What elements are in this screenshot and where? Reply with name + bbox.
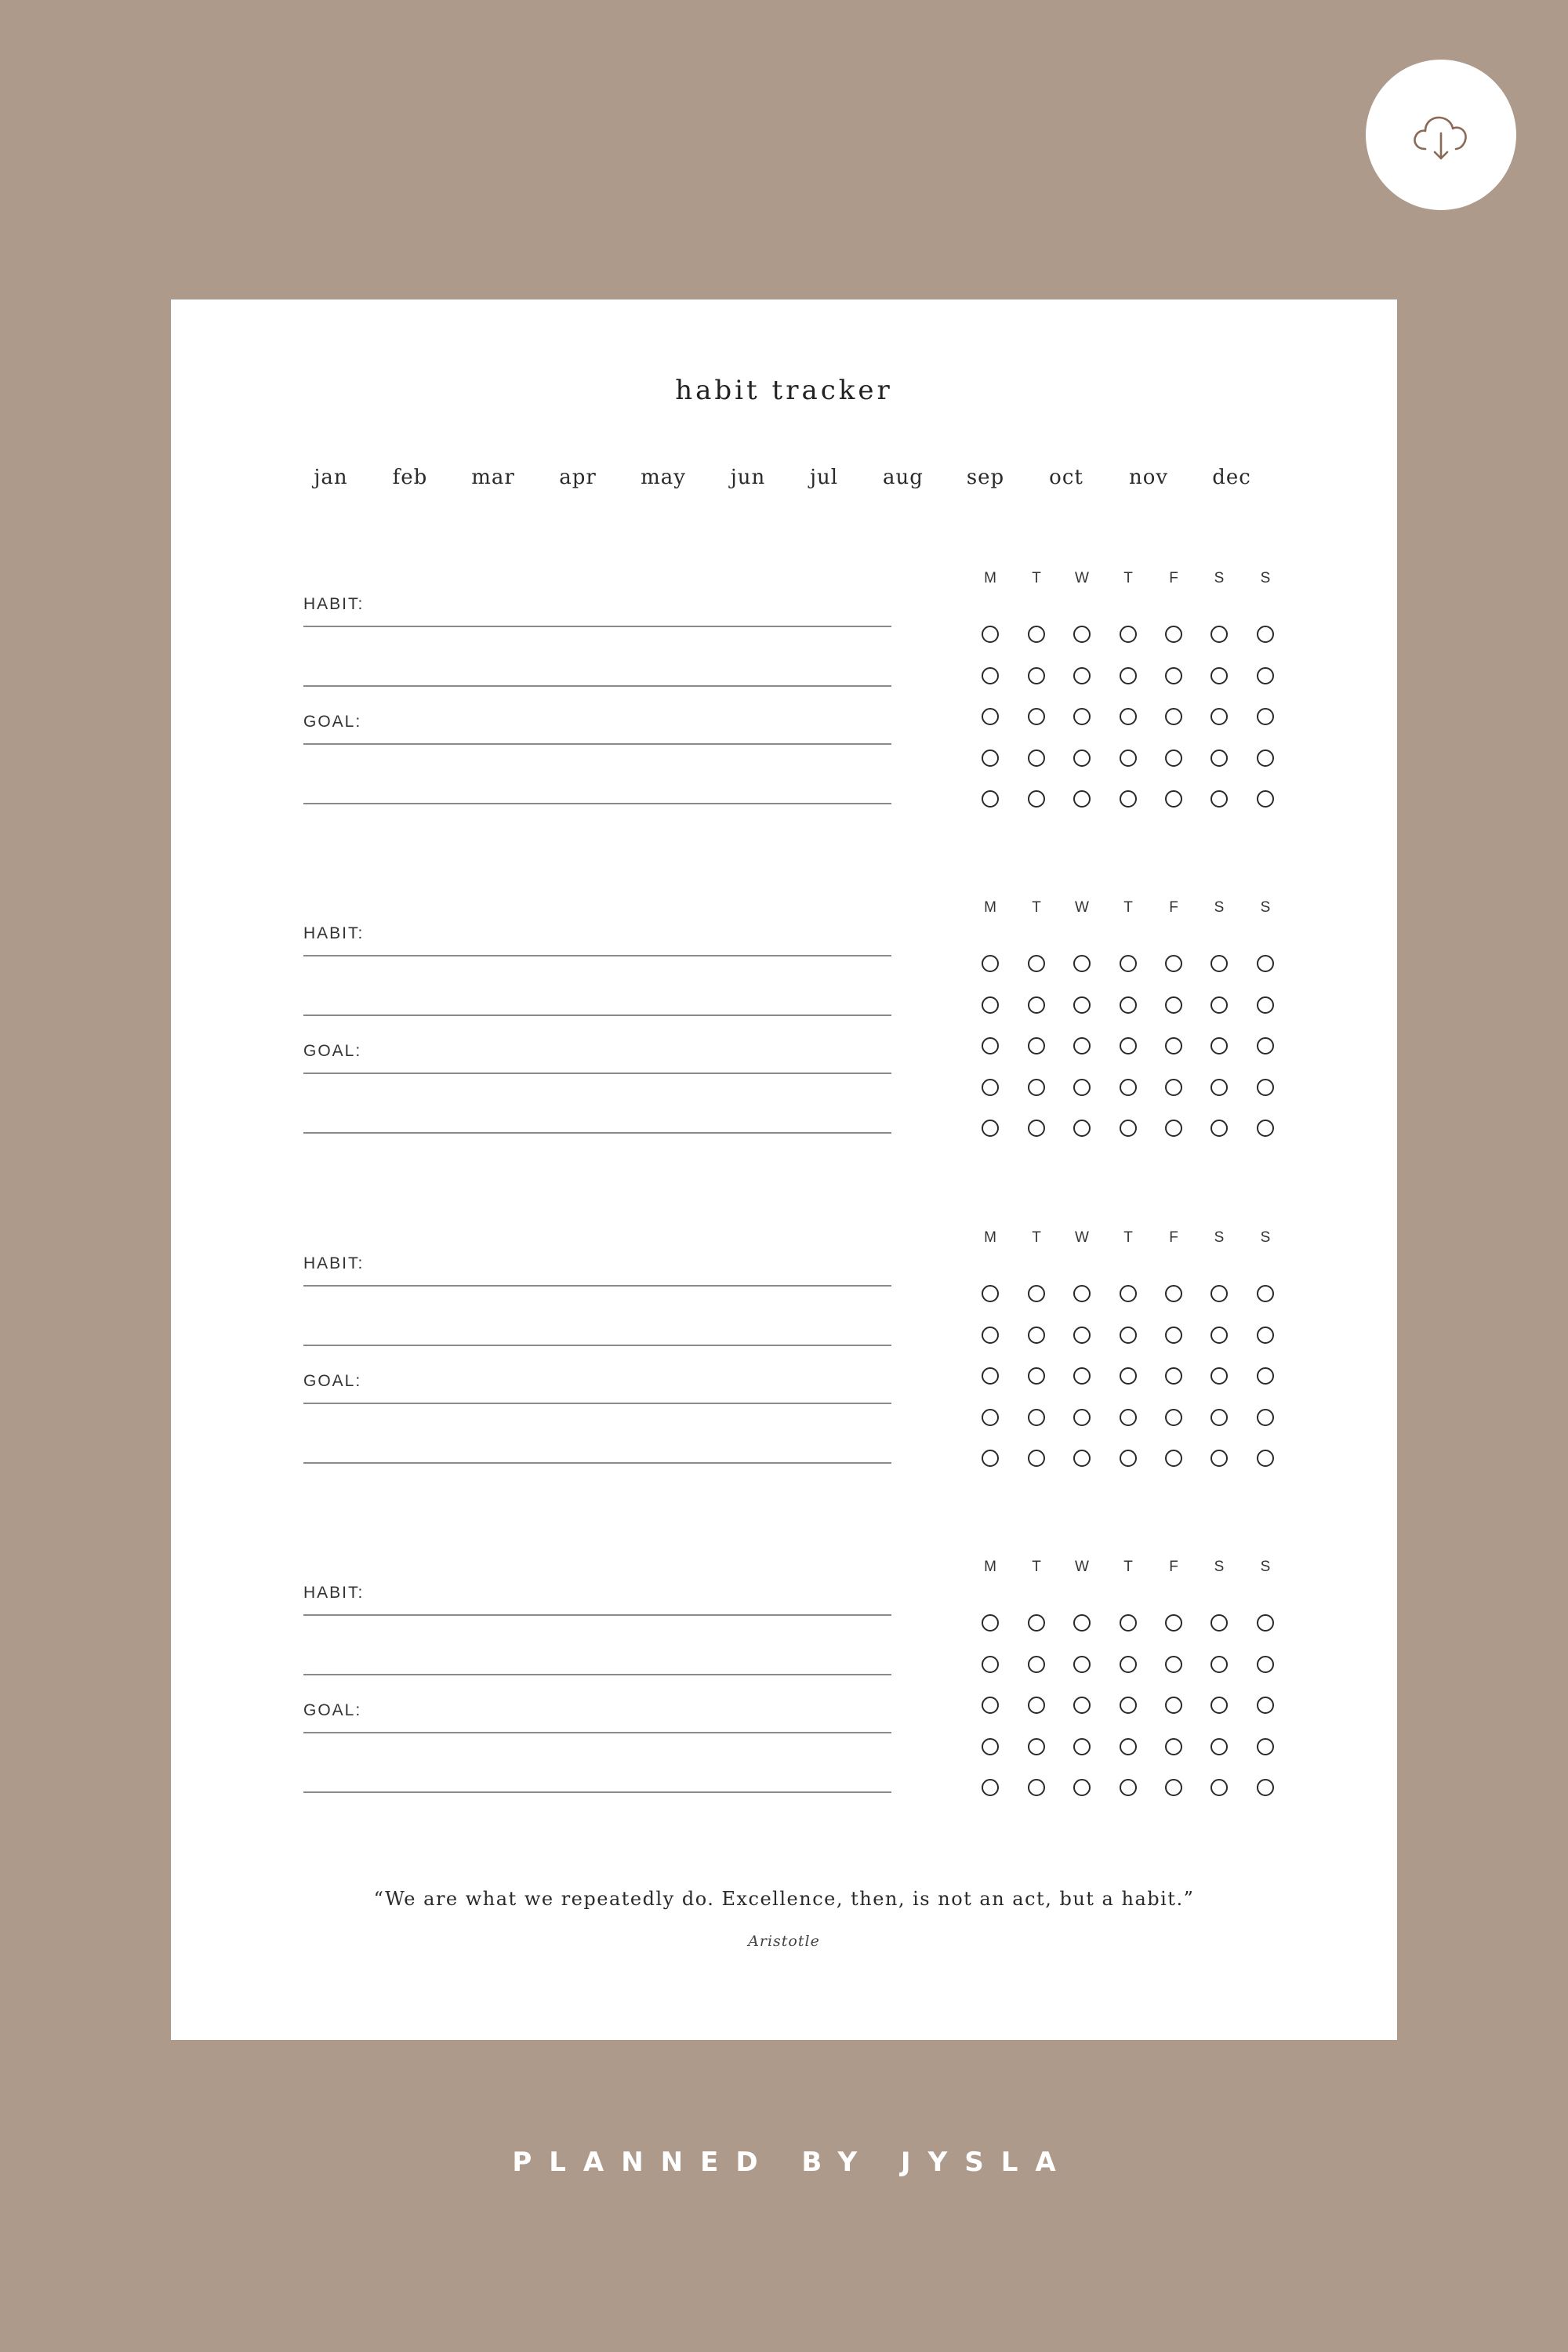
habit-label: HABIT: — [303, 1254, 365, 1272]
habit-checkbox[interactable] — [1257, 1614, 1274, 1632]
habit-checkbox[interactable] — [1028, 1738, 1045, 1755]
habit-line[interactable] — [303, 1614, 891, 1616]
habit-checkbox[interactable] — [1210, 1738, 1228, 1755]
habit-checkbox[interactable] — [982, 1614, 999, 1632]
page-title: habit tracker — [675, 375, 893, 406]
habit-checkbox[interactable] — [1165, 1614, 1182, 1632]
habit-section — [171, 299, 1397, 731]
habit-checkbox[interactable] — [1028, 1614, 1045, 1632]
habit-checkbox[interactable] — [1120, 1614, 1137, 1632]
habit-line-extra[interactable] — [303, 1674, 891, 1675]
habit-section — [171, 1288, 1397, 1719]
goal-line-extra[interactable] — [303, 1791, 891, 1793]
weekday-label: W — [1075, 1559, 1089, 1575]
habit-checkbox[interactable] — [1120, 1656, 1137, 1673]
weekday-label: M — [984, 570, 996, 586]
weekday-label: T — [1123, 1559, 1133, 1575]
goal-label: GOAL: — [303, 1042, 362, 1060]
habit-checkbox[interactable] — [1120, 1738, 1137, 1755]
weekday-label: S — [1214, 1559, 1225, 1575]
month-oct[interactable]: oct — [1049, 466, 1083, 489]
habit-checkbox[interactable] — [1120, 1779, 1137, 1796]
weekday-label: S — [1260, 570, 1271, 586]
month-dec[interactable]: dec — [1212, 466, 1251, 489]
weekday-label: F — [1169, 899, 1178, 916]
habit-label: HABIT: — [303, 1584, 365, 1602]
habit-line[interactable] — [303, 1285, 891, 1287]
habit-checkbox[interactable] — [1028, 1779, 1045, 1796]
month-mar[interactable]: mar — [471, 466, 515, 489]
goal-line[interactable] — [303, 1732, 891, 1733]
weekday-label: S — [1260, 1559, 1271, 1575]
download-button[interactable] — [1366, 60, 1516, 210]
month-nov[interactable]: nov — [1128, 466, 1169, 489]
month-aug[interactable]: aug — [883, 466, 924, 489]
habit-checkbox[interactable] — [1257, 1779, 1274, 1796]
weekday-label: F — [1169, 1229, 1178, 1246]
goal-label: GOAL: — [303, 713, 362, 731]
habit-label: HABIT: — [303, 924, 365, 942]
brand-signature: PLANNED BY JYSLA — [512, 2147, 1073, 2178]
habit-checkbox[interactable] — [1028, 1656, 1045, 1673]
weekday-label: T — [1032, 1229, 1041, 1246]
habit-checkbox[interactable] — [1257, 1656, 1274, 1673]
habit-checkbox[interactable] — [1165, 1779, 1182, 1796]
cloud-download-icon — [1408, 102, 1474, 168]
month-jan[interactable]: jan — [314, 466, 348, 489]
weekday-label: W — [1075, 899, 1089, 916]
weekday-label: F — [1169, 1559, 1178, 1575]
weekday-label: S — [1214, 1229, 1225, 1246]
habit-section — [171, 629, 1397, 1060]
habit-section — [171, 959, 1397, 1390]
weekday-label: T — [1123, 899, 1133, 916]
habit-checkbox[interactable] — [1165, 1738, 1182, 1755]
habit-checkbox[interactable] — [1073, 1697, 1091, 1714]
habit-checkbox[interactable] — [1210, 1656, 1228, 1673]
habit-checkbox[interactable] — [1257, 1697, 1274, 1714]
month-apr[interactable]: apr — [559, 466, 597, 489]
month-may[interactable]: may — [641, 466, 686, 489]
goal-label: GOAL: — [303, 1372, 362, 1390]
weekday-label: S — [1260, 1229, 1271, 1246]
habit-checkbox[interactable] — [982, 1697, 999, 1714]
weekday-label: M — [984, 1229, 996, 1246]
weekday-label: T — [1123, 1229, 1133, 1246]
habit-checkbox[interactable] — [1120, 1697, 1137, 1714]
habit-checkbox[interactable] — [1210, 1614, 1228, 1632]
weekday-label: F — [1169, 570, 1178, 586]
habit-checkbox[interactable] — [1165, 1656, 1182, 1673]
habit-checkbox[interactable] — [1073, 1779, 1091, 1796]
habit-checkbox[interactable] — [1028, 1697, 1045, 1714]
habit-checkbox[interactable] — [1073, 1614, 1091, 1632]
habit-checkbox[interactable] — [1257, 1738, 1274, 1755]
habit-checkbox[interactable] — [1165, 1697, 1182, 1714]
habit-checkbox[interactable] — [982, 1656, 999, 1673]
habit-checkbox[interactable] — [1073, 1656, 1091, 1673]
habit-tracker-sheet — [171, 299, 1397, 2040]
habit-line[interactable] — [303, 955, 891, 956]
weekday-label: M — [984, 1559, 996, 1575]
month-jun[interactable]: jun — [730, 466, 766, 489]
habit-checkbox[interactable] — [1210, 1697, 1228, 1714]
habit-label: HABIT: — [303, 595, 365, 613]
weekday-label: S — [1260, 899, 1271, 916]
weekday-label: T — [1032, 570, 1041, 586]
habit-checkbox[interactable] — [982, 1779, 999, 1796]
quote-text: “We are what we repeatedly do. Excellence, then, is not an act, but a habit.” — [373, 1888, 1195, 1910]
habit-checkbox[interactable] — [1210, 1779, 1228, 1796]
weekday-label: T — [1032, 1559, 1041, 1575]
quote-author: Aristotle — [748, 1933, 820, 1950]
month-jul[interactable]: jul — [809, 466, 839, 489]
month-sep[interactable]: sep — [966, 466, 1005, 489]
weekday-label: S — [1214, 570, 1225, 586]
month-feb[interactable]: feb — [392, 466, 428, 489]
weekday-label: M — [984, 899, 996, 916]
weekday-label: W — [1075, 1229, 1089, 1246]
habit-checkbox[interactable] — [982, 1738, 999, 1755]
weekday-label: T — [1123, 570, 1133, 586]
weekday-label: T — [1032, 899, 1041, 916]
habit-line[interactable] — [303, 626, 891, 627]
weekday-label: S — [1214, 899, 1225, 916]
weekday-label: W — [1075, 570, 1089, 586]
goal-label: GOAL: — [303, 1701, 362, 1719]
habit-checkbox[interactable] — [1073, 1738, 1091, 1755]
